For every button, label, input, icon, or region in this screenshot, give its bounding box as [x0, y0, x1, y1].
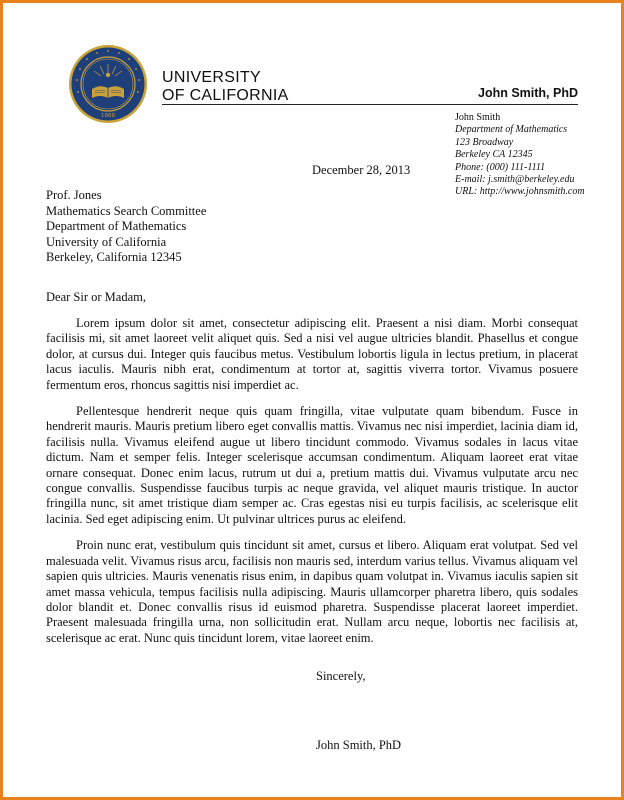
seal-year: 1868 [101, 113, 115, 119]
university-name [162, 69, 289, 105]
letter-body [46, 316, 578, 657]
university-name-line2: OF CALIFORNIA [162, 87, 289, 104]
sender-department: Department of Mathematics [455, 124, 568, 136]
sender-email: E-mail: j.smith@berkeley.edu [455, 174, 575, 186]
header-sender-name: John Smith, PhD [478, 86, 578, 100]
closing: Sincerely, [316, 669, 366, 683]
sender-city: Berkeley CA 12345 [455, 149, 533, 161]
signature-name: John Smith, PhD [316, 738, 402, 752]
sender-phone: Phone: (000) 111-1111 [455, 161, 546, 173]
body-paragraph: Pellentesque hendrerit neque quis quam fringilla, vitae vulputate quam bibendum. Fusce in hendrerit mauris. Mauris pretium libero eget convallis mattis. Vivamus nec nisi imperdiet, lacinia diam id, facilisis nulla. Vivamus eleifend augue ut libero tincidunt commodo. Vivamus sodales in lacus vitae dictum. Nam et semper felis. Integer scelerisque accumsan condimentum. Aliquam laoreet erat vitae ornare consequat. Donec enim lacus, rutrum ut dui a, pretium mattis dui. Vivamus vulputate arcu nec congue convallis. Suspendisse faucibus turpis ac neque gravida, vel aliquet mauris tristique. In auctor fringilla nunc, sit amet tristique diam semper ac. Cras egestas nisi eu turpis facilisis, ac scelerisque elit lacinia. Sed eget adipiscing enim. Ut pulvinar ultrices purus ac eleifend. [46, 404, 578, 526]
sender-url: URL: http://www.johnsmith.com [455, 186, 585, 198]
recipient-line: Berkeley, California 12345 [46, 250, 182, 265]
university-name-line1: UNIVERSITY [162, 69, 262, 86]
body-paragraph: Lorem ipsum dolor sit amet, consectetur adipiscing elit. Praesent a nisi diam. Morbi consequat facilisis mi, sit amet laoreet velit aliquet quis. Sed a nisi vel augue ultricies blandit. Phasellus et congue dolor, at cursus dui. Integer quis faucibus metus. Vestibulum lobortis ligula in lectus pretium, in placerat lacus iaculis. Mauris nibh erat, condimentum at tortor at, sagittis viverra tortor. Vivamus posuere fermentum eros, rhoncus sagittis nisi imperdiet ac. [46, 316, 578, 392]
header-rule [162, 104, 578, 105]
recipient-line: Prof. Jones [46, 188, 102, 202]
recipient-address [46, 188, 206, 266]
recipient-line: University of California [46, 234, 167, 249]
letter-date: December 28, 2013 [312, 163, 411, 177]
sender-street: 123 Broadway [455, 136, 514, 148]
salutation: Dear Sir or Madam, [46, 290, 146, 304]
sender-name: John Smith [455, 112, 501, 123]
body-paragraph: Proin nunc erat, vestibulum quis tincidunt sit amet, cursus et libero. Aliquam erat volutpat. Sed vel malesuada velit. Vivamus risus arcu, facilisis non mauris sed, interdum varius tellus. Vivamus aliquam vel sapien quis ultricies. Mauris venenatis risus enim, in dapibus quam volutpat in. Vivamus iaculis sapien sit amet massa vehicula, tempus facilisis nulla adipiscing. Mauris ullamcorper pharetra libero, quis sodales dolor blandit et. Donec convallis risus id euismod pharetra. Suspendisse placerat laoreet imperdiet. Praesent malesuada fringilla urna, non sollicitudin erat. Nullam arcu neque, lobortis nec facilisis at, scelerisque ac erat. Nunc quis tincidunt lorem, vitae laoreet enim. [46, 538, 578, 645]
recipient-line: Department of Mathematics [46, 219, 187, 234]
recipient-line: Mathematics Search Committee [46, 203, 207, 218]
university-seal-icon [68, 44, 148, 124]
sender-address [455, 112, 585, 199]
